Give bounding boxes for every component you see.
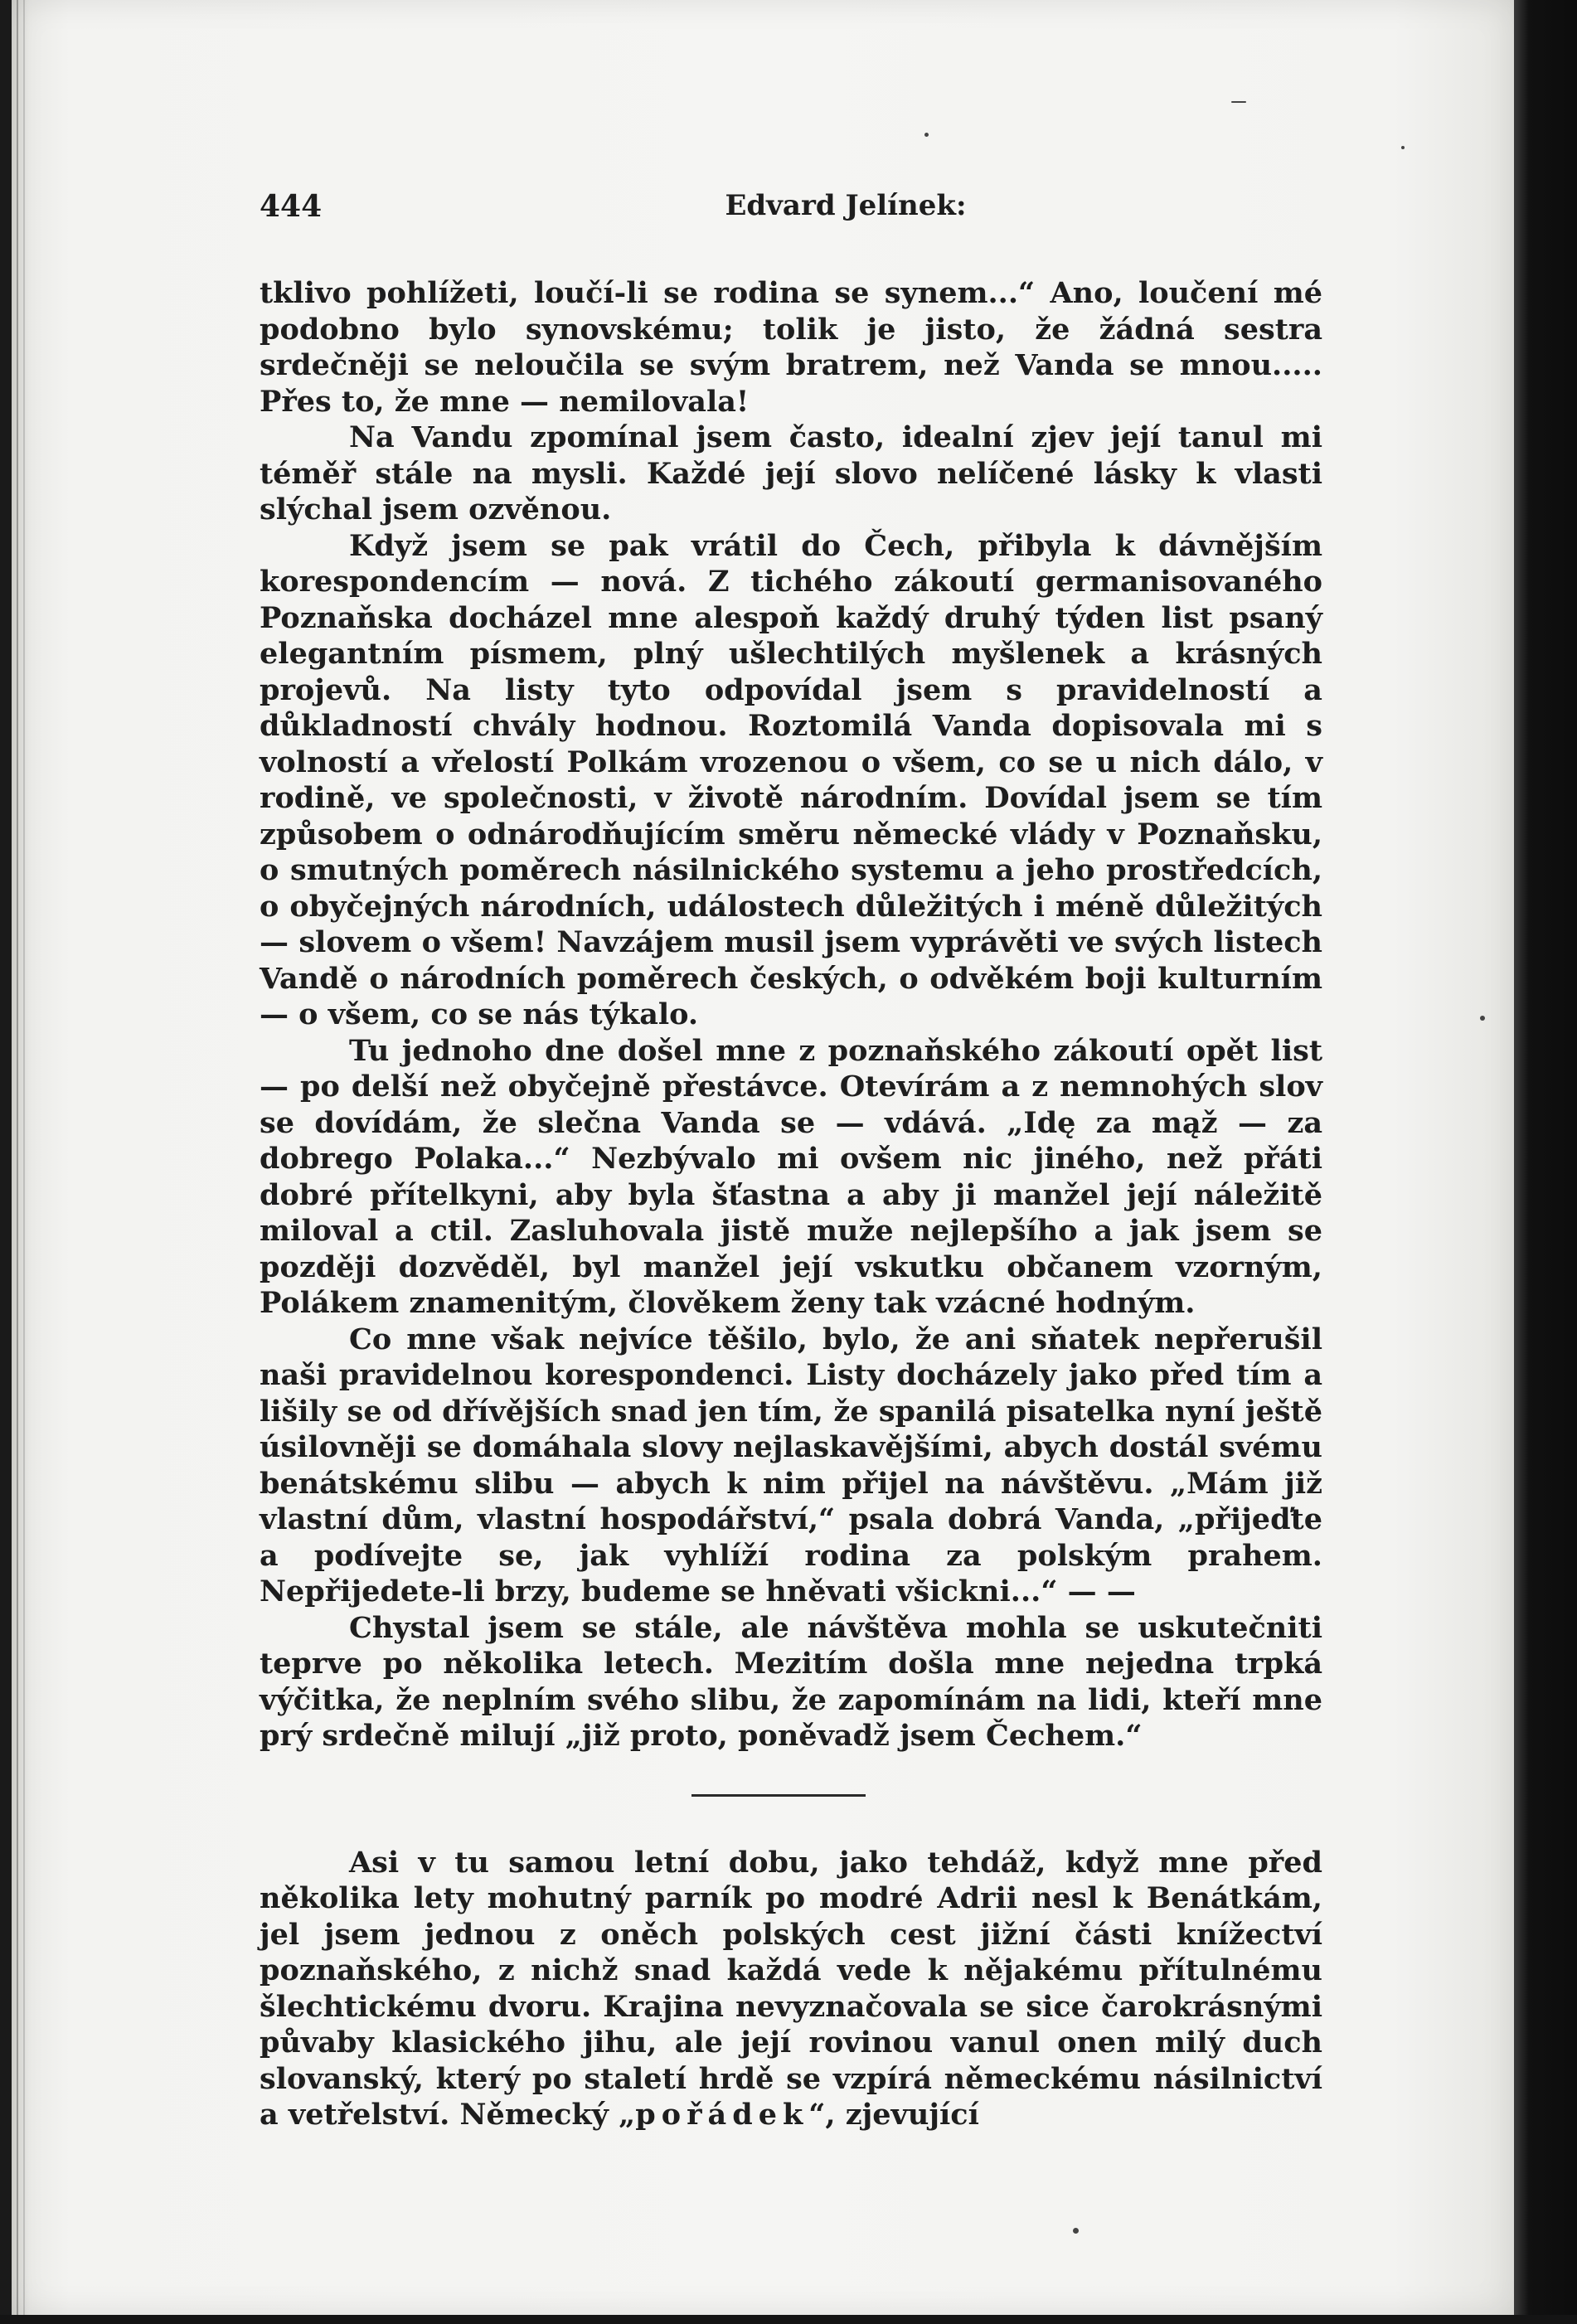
dust-speck: [1480, 1016, 1485, 1021]
paragraph: tklivo pohlížeti, loučí-li se rodina se synem...“ Ano, loučení mé podobno bylo synovskému; tolik je jisto, že žádná sestra srdečněji se neloučila se svým bratrem, než Vanda se mnou..... Přes to, že mne — nemilovala!: [260, 276, 1322, 419]
paragraph: Chystal jsem se stále, ale návštěva mohla se uskutečniti teprve po několika letech. Mezitím došla mne nejedna trpká výčitka, že neplním svého slibu, že zapomínám na lidi, kteří mne prý srdečně milují „již proto, poněvadž jsem Čechem.“: [260, 1610, 1322, 1753]
paragraph: Na Vandu zpomínal jsem často, idealní zjev její tanul mi téměř stále na mysli. Každé její slovo nelíčené lásky k vlasti slýchal jsem ozvěnou.: [260, 420, 1322, 526]
dust-speck: [1231, 101, 1246, 103]
spine-shadow-line: [17, 0, 18, 2315]
page-edge-shadow: [1514, 0, 1577, 2324]
running-head: Edvard Jelínek:: [725, 189, 967, 222]
paragraph-text: Asi v tu samou letní dobu, jako tehdáž, když mne před několika lety mohutný parník po modré Adrii nesl k Benátkám, jel jsem jednou z oněch polských cest jižní části knížectví poznaňského, z nichž snad každá vede k nějakému přítulnému šlechtickému dvoru. Krajina nevyznačovala se sice čarokrásnými půvaby klasického jihu, ale její rovinou vanul onen milý duch slovanský, který po staletí hrdě se vzpírá německému násilnictví a vetřelství. Německý „: [260, 1845, 1322, 2132]
spine-shadow-line: [23, 0, 25, 2315]
paragraph: Tu jednoho dne došel mne z poznaňského zákoutí opět list — po delší než obyčejně přestávce. Otevírám a z nemnohých slov se dovídám, že slečna Vanda se — vdává. „Idę za mąž — za dobrego Polaka...“ Nezbývalo mi ovšem nic jiného, než přáti dobré přítelkyni, aby byla šťastna a aby ji manžel její náležitě miloval a ctil. Zasluhovala jistě muže nejlepšího a jak jsem se později dozvěděl, byl manžel její vskutku občanem vzorným, Polákem znamenitým, člověkem ženy tak vzácné hodným.: [260, 1033, 1322, 1320]
paragraph-text: “, zjevující: [808, 2098, 979, 2132]
page-bottom-edge: [0, 2315, 1577, 2324]
section-divider-rule: [691, 1794, 866, 1797]
paragraph: Když jsem se pak vrátil do Čech, přibyla k dávnějším korespondencím — nová. Z tichého zákoutí germanisovaného Poznaňska docházel mne alespoň každý druhý týden list psaný elegantním písmem, plný ušlechtilých myšlenek a krásných projevů. Na listy tyto odpovídal jsem s pravidelností a důkladností chvály hodnou. Roztomilá Vanda dopisovala mi s volností a vřelostí Polkám vrozenou o všem, co se u nich dálo, v rodině, ve společnosti, v životě národním. Dovídal jsem se tím způsobem o odnárodňujícím směru německé vlády v Poznaňsku, o smutných poměrech násilnického systemu a jeho prostředcích, o obyčejných národních, událostech důležitých i méně důležitých — slovem o všem! Navzájem musil jsem vyprávěti ve svých listech Vandě o národních poměrech českých, o odvěkém boji kulturním — o všem, co se nás týkalo.: [260, 528, 1322, 1031]
spaced-emphasis: pořádek: [635, 2098, 809, 2132]
dust-speck: [924, 133, 929, 137]
page-number: 444: [260, 189, 323, 224]
paragraph: [260, 1845, 1322, 2133]
paragraph: Co mne však nejvíce těšilo, bylo, že ani sňatek nepřerušil naši pravidelnou korespondenci. Listy docházely jako před tím a lišily se od dřívějších snad jen tím, že spanilá pisatelka nyní ještě úsilovněji se domáhala slovy nejlaskavějšími, abych dostál svému benátskému slibu — abych k nim přijel na návštěvu. „Mám již vlastní dům, vlastní hospodářství,“ psala dobrá Vanda, „přijeďte a podívejte se, jak vyhlíží rodina za polským prahem. Nepřijedete-li brzy, budeme se hněvati všickni...“ — —: [260, 1322, 1322, 1608]
dust-speck: [1073, 2228, 1079, 2234]
dust-speck: [1401, 146, 1405, 149]
body-text: [260, 275, 1322, 2133]
